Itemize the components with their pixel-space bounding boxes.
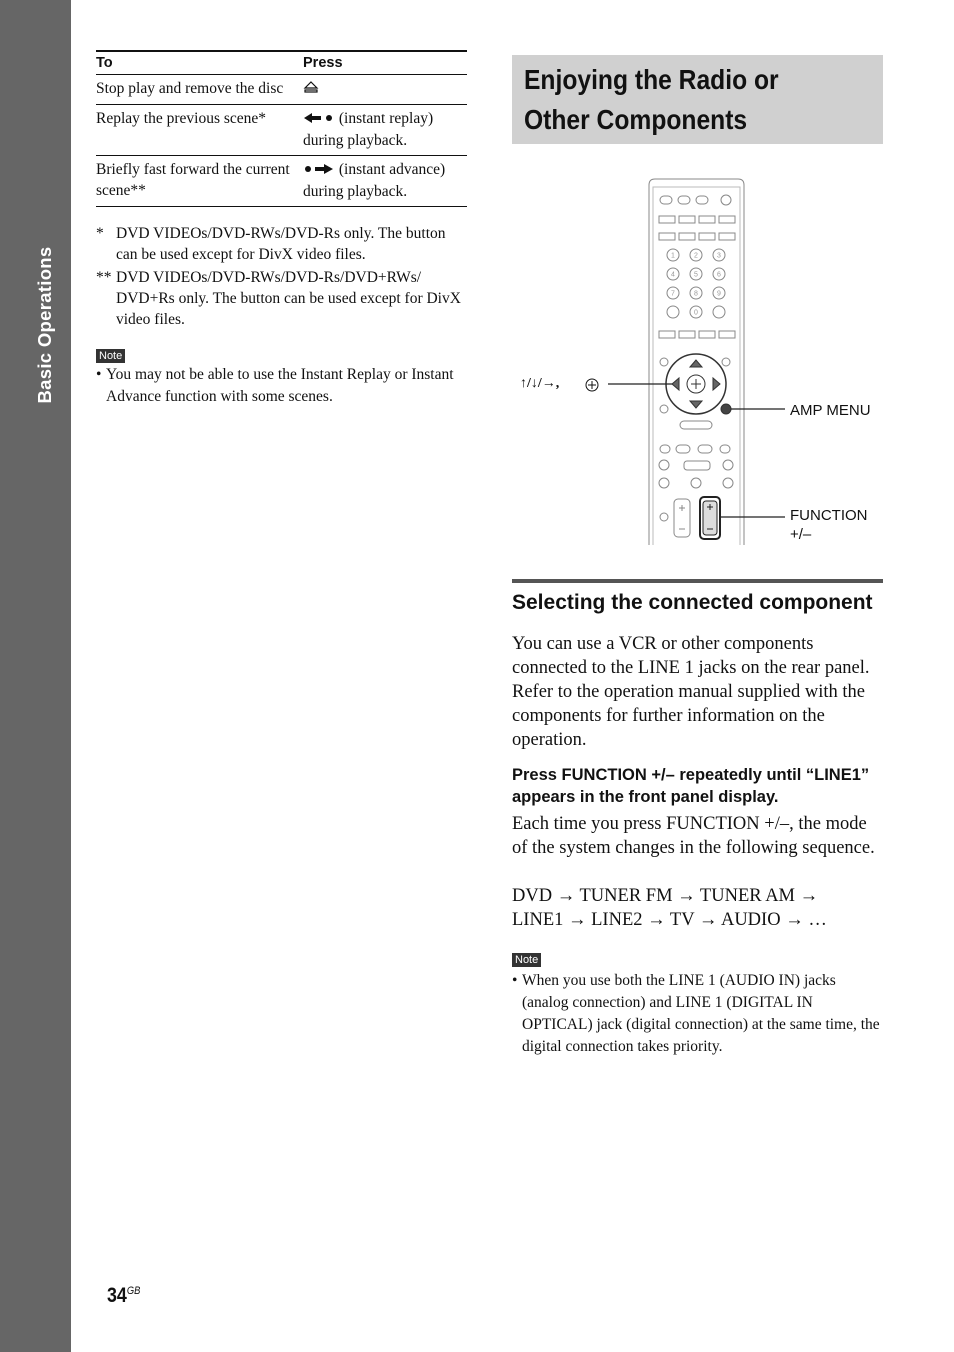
- eject-icon: [303, 79, 319, 100]
- note-badge: Note: [96, 349, 125, 363]
- footnotes: [96, 223, 467, 330]
- instant-replay-icon: [303, 109, 335, 130]
- section-divider: [512, 579, 883, 583]
- body-paragraph: You can use a VCR or other components connected to the LINE 1 jacks on the rear panel. Refer to the operation manual supplied with the components for further information on the operation.: [512, 634, 870, 750]
- operations-table: [96, 50, 467, 207]
- table-header-to: To: [96, 51, 303, 75]
- page-number: $34^{GB}$: [107, 1284, 141, 1307]
- table-cell-press: [303, 155, 467, 206]
- remote-number-key: 0: [694, 309, 698, 317]
- remote-number-key: 3: [717, 252, 721, 260]
- table-cell-to: Replay the previous scene*: [96, 104, 303, 155]
- footnote: * DVD VIDEOs/DVD-RWs/DVD-Rs only. The button can be used except for DivX video files.: [96, 224, 446, 263]
- instant-replay-text: (instant replay) during playback.: [303, 109, 434, 149]
- sidebar-section-label: Basic Operations: [34, 246, 55, 404]
- remote-number-key: 8: [694, 290, 698, 298]
- remote-number-key: 1: [671, 252, 675, 260]
- amp-menu-label: AMP MENU: [790, 402, 871, 419]
- table-header-press: Press: [303, 51, 467, 75]
- left-column: [96, 50, 467, 408]
- table-cell-to: Briefly fast forward the current scene**: [96, 155, 303, 206]
- table-cell-press: [303, 104, 467, 155]
- heading-box: [512, 55, 883, 144]
- table-header-row: [96, 51, 467, 75]
- remote-number-key: 4: [671, 271, 675, 279]
- remote-number-key: 9: [717, 290, 721, 298]
- remote-number-key: 5: [694, 271, 698, 279]
- remote-figure: [512, 177, 883, 557]
- function-sequence: DVD → TUNER FM → TUNER AM → LINE1 → LINE2 → TV → AUDIO → …: [512, 886, 827, 930]
- footnote: ** DVD VIDEOs/DVD-RWs/DVD-Rs/DVD+RWs/ DVD+Rs only. The button can be used except for DivX video files.: [96, 268, 461, 328]
- arrow-buttons-label: ↑/↓/→,: [520, 376, 560, 391]
- note-block: [512, 950, 883, 1058]
- table-row: [96, 155, 467, 206]
- table-cell-to: Stop play and remove the disc: [96, 75, 303, 105]
- note-text: You may not be able to use the Instant Replay or Instant Advance function with some scenes.: [106, 365, 454, 405]
- remote-number-key: 6: [717, 271, 721, 279]
- bullet-icon: •: [96, 365, 102, 383]
- note-badge: Note: [512, 953, 541, 967]
- bullet-icon: •: [512, 972, 518, 989]
- note-text: When you use both the LINE 1 (AUDIO IN) jacks (analog connection) and LINE 1 (DIGITAL IN OPTICAL) jack (digital connection) at the same time, the digital connection takes priority.: [522, 972, 880, 1055]
- table-row: [96, 75, 467, 105]
- table-cell-press: [303, 75, 467, 105]
- instant-advance-icon: [303, 160, 335, 181]
- section-heading: Selecting the connected component: [512, 591, 873, 614]
- right-column: [512, 55, 883, 1058]
- page-heading: Enjoying the Radio or Other Components: [524, 64, 779, 135]
- step-body: Each time you press FUNCTION +/–, the mode of the system changes in the following sequence.: [512, 814, 875, 858]
- remote-number-key: 7: [671, 290, 675, 298]
- remote-number-key: 2: [694, 252, 698, 260]
- table-row: [96, 104, 467, 155]
- instant-advance-text: (instant advance) during playback.: [303, 160, 446, 200]
- function-label: FUNCTION +/–: [790, 507, 868, 543]
- sidebar: [0, 0, 71, 1352]
- step-instruction: Press FUNCTION +/– repeatedly until “LINE1” appears in the front panel display.: [512, 766, 870, 806]
- note-block: [96, 346, 467, 408]
- remote-control-illustration: [512, 177, 883, 557]
